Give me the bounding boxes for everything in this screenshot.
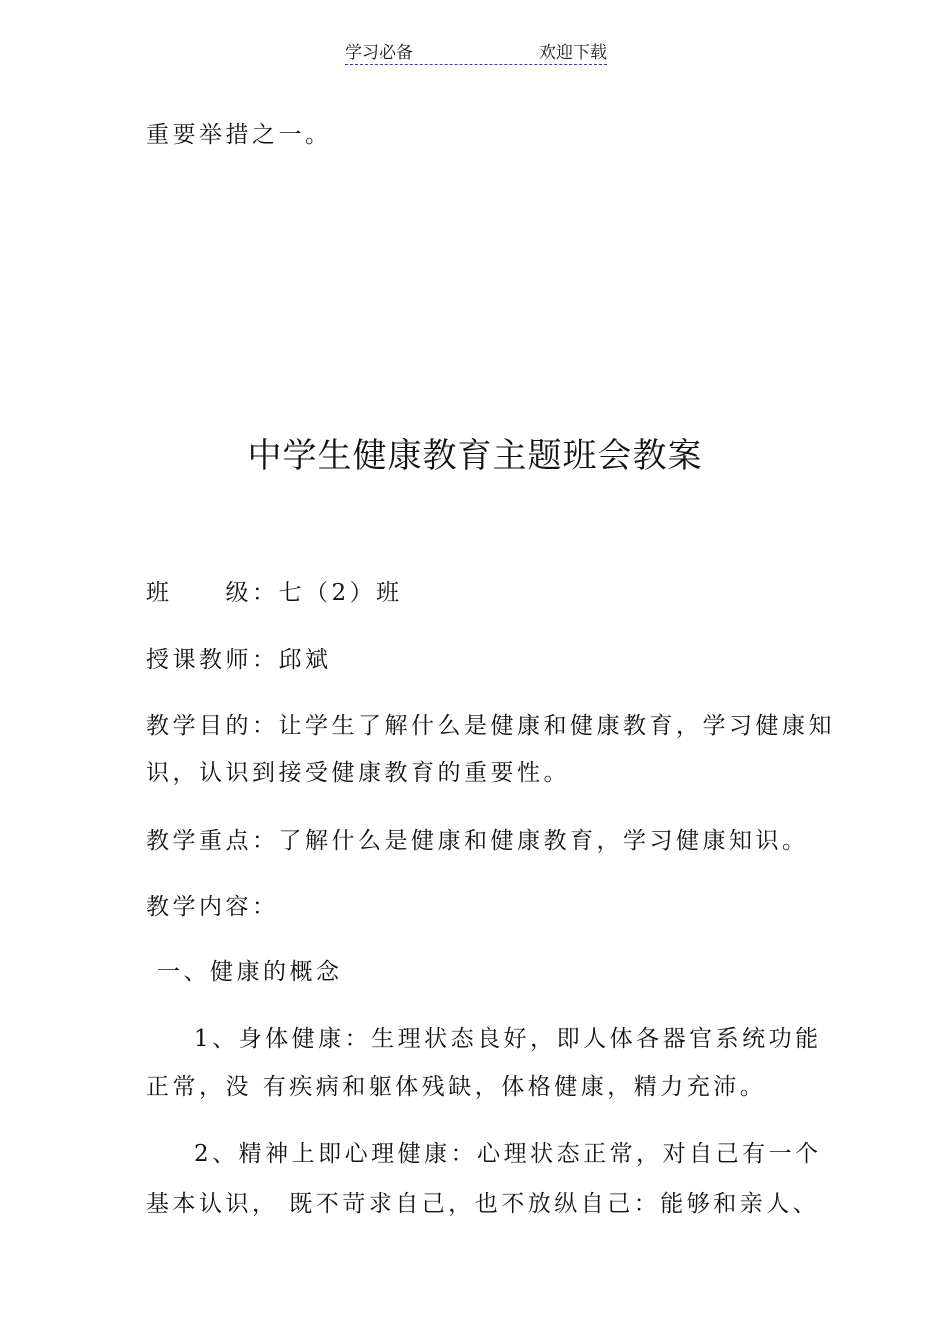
content-label: 教学内容： <box>146 894 279 920</box>
continuation-text: 重要举措之一。 <box>146 122 332 148</box>
class-line: 班 级：七（2）班 <box>146 580 403 606</box>
objective-line-1: 教学目的：让学生了解什么是健康和健康教育，学习健康知 <box>146 713 835 739</box>
item2-line-2: 基本认识， 既不苛求自己，也不放纵自己：能够和亲人、 <box>146 1191 820 1217</box>
section-heading: 一、健康的概念 <box>157 959 343 985</box>
document-title: 中学生健康教育主题班会教案 <box>247 436 703 476</box>
objective-line-2: 识，认识到接受健康教育的重要性。 <box>146 760 570 786</box>
header-right-text: 欢迎下载 <box>539 43 607 63</box>
focus-line: 教学重点：了解什么是健康和健康教育，学习健康知识。 <box>146 828 809 854</box>
teacher-line: 授课教师：邱斌 <box>146 647 332 673</box>
item1-line-1: 1、身体健康：生理状态良好，即人体各器官系统功能 <box>194 1026 822 1052</box>
item1-line-2: 正常，没 有疾病和躯体残缺，体格健康，精力充沛。 <box>146 1074 767 1100</box>
header-left-text: 学习必备 <box>345 43 413 63</box>
page-header <box>345 38 607 65</box>
item2-line-1: 2、精神上即心理健康：心理状态正常，对自己有一个 <box>194 1141 822 1167</box>
